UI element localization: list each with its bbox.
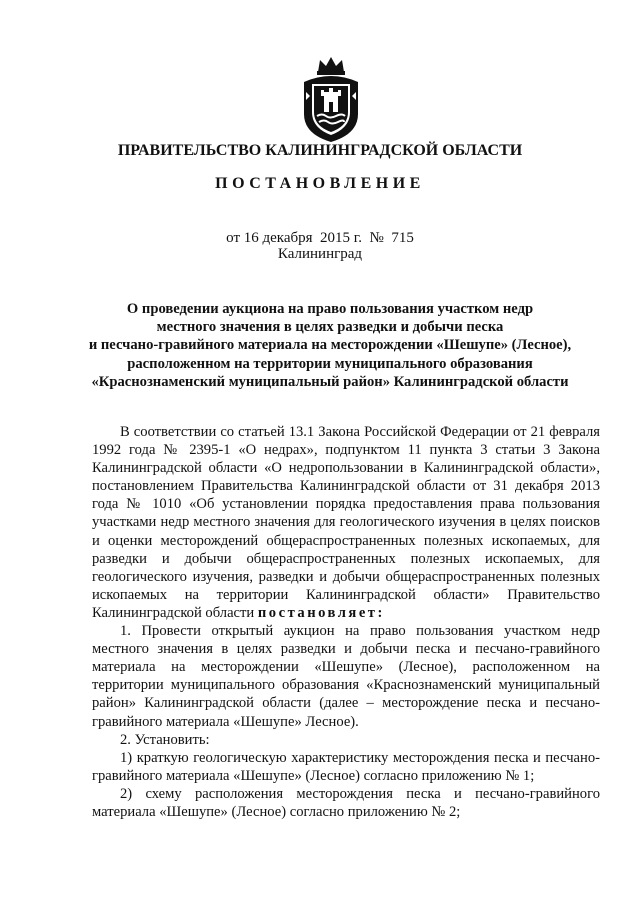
organization-name: ПРАВИТЕЛЬСТВО КАЛИНИНГРАДСКОЙ ОБЛАСТИ xyxy=(117,142,523,159)
title-line: О проведении аукциона на право пользования участком недр xyxy=(126,301,534,317)
title-line: «Краснознаменский муниципальный район» Калининградской области xyxy=(91,373,569,390)
title-line: расположенном на территории муниципального образования xyxy=(127,355,533,372)
item-2-paragraph: 2. Установить: xyxy=(120,731,210,748)
document-body xyxy=(92,423,600,821)
resolves-word: постановляет: xyxy=(257,604,385,621)
preamble-text: В соответствии со статьей 13.1 Закона Российской Федерации от 21 февраля 1992 года № 2395-1 «О недрах», подпунктом 11 пункта 3 статьи 3 Закона Калининградской области «О недропользовании в Калининградской области», постановлением Правительства Калининградской области от 31 декабря 2013 года № 1010 «Об установлении порядка предоставления права пользования участками недр местного значения для геологического изучения в целях поисков и оценки месторождений общераспространенных полезных ископаемых, для разведки и добычи общераспространенных полезных ископаемых, для геологического изучения, разведки и добычи общераспространенных полезных ископаемых на территории Калининградской области» Правительство Калининградской области xyxy=(92,424,600,621)
preamble-paragraph xyxy=(92,423,600,622)
item-1-paragraph: 1. Провести открытый аукцион на право пользования участком недр местного значения в целях разведки и добычи песка и песчано-гравийного материала на месторождении «Шешупе» (Лесное), расположенном на территории муниципального образования «Краснознаменский муниципальный район» Калининградской области (далее – месторождение песка и песчано-гравийного материала «Шешупе» Лесное). xyxy=(92,623,600,730)
document-type: ПОСТАНОВЛЕНИЕ xyxy=(215,175,425,192)
item-2-2-paragraph: 2) схему расположения месторождения песка и песчано-гравийного материала «Шешупе» (Лесное) согласно приложению № 2; xyxy=(92,785,600,820)
coat-of-arms-emblem xyxy=(296,52,366,146)
city-name: Калининград xyxy=(277,246,363,262)
title-line: и песчано-гравийного материала на месторождении «Шешупе» (Лесное), xyxy=(88,337,572,354)
item-2-1-paragraph: 1) краткую геологическую характеристику месторождения песка и песчано-гравийного материала «Шешупе» (Лесное) согласно приложению № 1; xyxy=(92,749,600,784)
document-title xyxy=(40,300,620,391)
title-line: местного значения в целях разведки и добычи песка xyxy=(156,319,504,336)
date-and-number: от 16 декабря 2015 г. № 715 xyxy=(226,230,414,246)
